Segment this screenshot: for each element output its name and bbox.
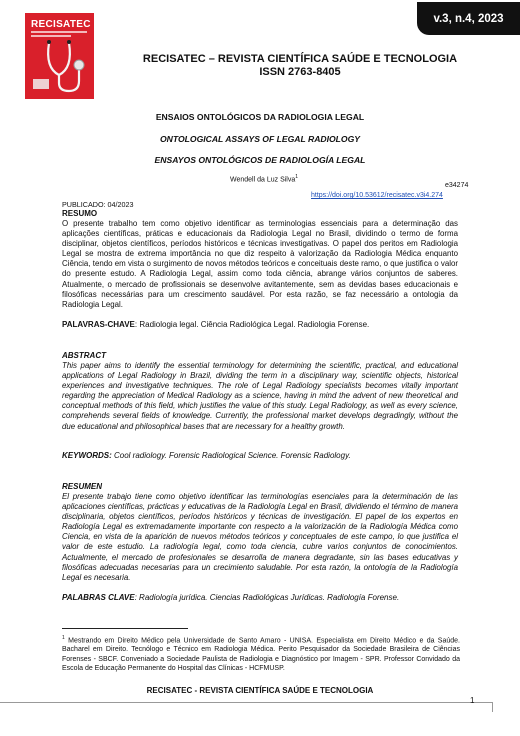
footer-divider [0, 702, 492, 703]
abstract-heading: ABSTRACT [62, 351, 106, 360]
title-english: ONTOLOGICAL ASSAYS OF LEGAL RADIOLOGY [159, 134, 361, 144]
keywords-label: KEYWORDS: [62, 451, 112, 460]
journal-issn: ISSN 2763-8405 [259, 66, 341, 78]
title-portuguese: ENSAIOS ONTOLÓGICOS DA RADIOLOGIA LEGAL [155, 112, 365, 122]
resumo-heading: RESUMO [62, 209, 98, 218]
palavras-chave-label: PALAVRAS-CHAVE [62, 320, 135, 329]
palavras-chave [62, 320, 462, 330]
footnote [62, 634, 460, 673]
resumen-text: El presente trabajo tiene como objetivo identificar las terminologías esenciales para la determinación de las aplicaciones científicas, prácticas y educativas de la Radiología Legal en Brasil, dividiendo el término de manera disciplinaria, objetos científicos, períodos históricos y técnicas de investigación. El papel de los expertos en Radiología Legal es extremadamente importante con respecto a la valorización de la Radiología Médica como Ciencia, en vista de la aparición de nuevos métodos teóricos y conceptuales de este campo, lo que justifica el valor de este estudio. La radiología legal, como toda ciencia, cubre varios conjuntos de conocimientos. Actualmente, el mercado de profesionales se desarrolla de manera degradante, sin las bases educativas y filosóficas adecuadas necesarias para un crecimiento saludable. Por esta razón, la ontología de la Radiología Legal es necesaria. [62, 492, 458, 582]
keywords [62, 451, 462, 461]
keywords-text: Cool radiology. Forensic Radiological Science. Forensic Radiology. [111, 451, 351, 460]
author-footnote-mark: 1 [295, 174, 299, 180]
footer-corner-line [492, 702, 493, 712]
footer-journal-title: RECISATEC - REVISTA CIENTÍFICA SAÚDE E TECNOLOGIA [146, 686, 374, 695]
article-id: e34274 [445, 182, 469, 189]
palabras-clave [62, 593, 462, 603]
volume-label: v.3, n.4, 2023 [433, 12, 504, 25]
doi-link[interactable]: https://doi.org/10.53612/recisatec.v3i4.274 [311, 192, 443, 199]
abstract-text: This paper aims to identify the essential terminology for determining the scientific, practical, and educational applications of Legal Radiology in Brazil, dividing the term in a disciplinary way, scientific objects, historical experiences and investigative techniques. The role of Legal Radiology specialists becomes vitally important regarding the appreciation of Medical Radiology as a science, having in mind the advent of new theoretical and conceptual methods of this field, which justifies the value of this study. Legal Radiology, as well as every science, comprehends several fields of knowledge. Currently, the professional market develops degradingly, without the due educational and philosophical bases that are necessary for a healthy growth. [62, 361, 458, 431]
journal-header [100, 53, 500, 79]
footnote-text: Mestrando em Direito Médico pela Universidade de Santo Amaro - UNISA. Especialista em Direito Médico e da Saúde. Bacharel em Direito. Tecnólogo e Técnico em Radiologia Médica. Perito Pesquisador da Sociedade Brasileira de Ciências Forenses - SBCF. Conveniado a Sociedade Paulista de Radiologia e Diagnóstico por Imagem - SPR. Professor Convidado da Escola de Educação Permanente do Hospital das Clínicas - HCFMUSP. [62, 637, 460, 672]
footnote-mark: 1 [62, 635, 65, 641]
title-spanish: ENSAYOS ONTOLÓGICOS DE RADIOLOGÍA LEGAL [154, 155, 366, 165]
author-name: Wendell da Luz Silva$^1$ [230, 174, 299, 184]
stethoscope-icon [25, 13, 94, 99]
palabras-clave-label: PALABRAS CLAVE [62, 593, 135, 602]
volume-badge [417, 2, 520, 35]
journal-title: RECISATEC – REVISTA CIENTÍFICA SAÚDE E TECNOLOGIA [142, 53, 458, 65]
published-date: PUBLICADO: 04/2023 [62, 200, 134, 209]
resumo-text: O presente trabalho tem como objetivo identificar as terminologias essenciais para a determinação das aplicações científicas, práticas e educacionais da Radiologia Legal no Brasil, dividindo o termo de forma disciplinar, objetos científicos, períodos históricos e técnicas investigativas. O papel dos peritos em Radiologia Legal se mostra de extrema importância no que diz respeito à valorização da Radiologia Médica enquanto Ciência, tendo em vista o surgimento de novos métodos teóricos e conceituais deste ramo, o que justifica o valor do presente estudo. A Radiologia Legal, assim como toda ciência, abrange vários conjuntos de saberes. Atualmente, o mercado de profissionais se desenvolve avitantemente, sem as devidas bases educacionais e filosóficas necessárias para um crescimento saudável. Por esta razão, se faz necessário a ontologia da Radiologia Legal. [62, 219, 458, 309]
footnote-divider [62, 628, 188, 629]
resumen-heading: RESUMEN [62, 482, 103, 491]
palabras-clave-text: : Radiología jurídica. Ciencias Radiológicas Jurídicas. Radiología Forense. [134, 593, 400, 602]
cover-title: RECISATEC [31, 19, 91, 30]
palavras-chave-text: : Radiologia legal. Ciência Radiológica Legal. Radiologia Forense. [134, 320, 370, 329]
journal-cover-image [25, 13, 94, 99]
page-number: 1 [470, 696, 475, 705]
